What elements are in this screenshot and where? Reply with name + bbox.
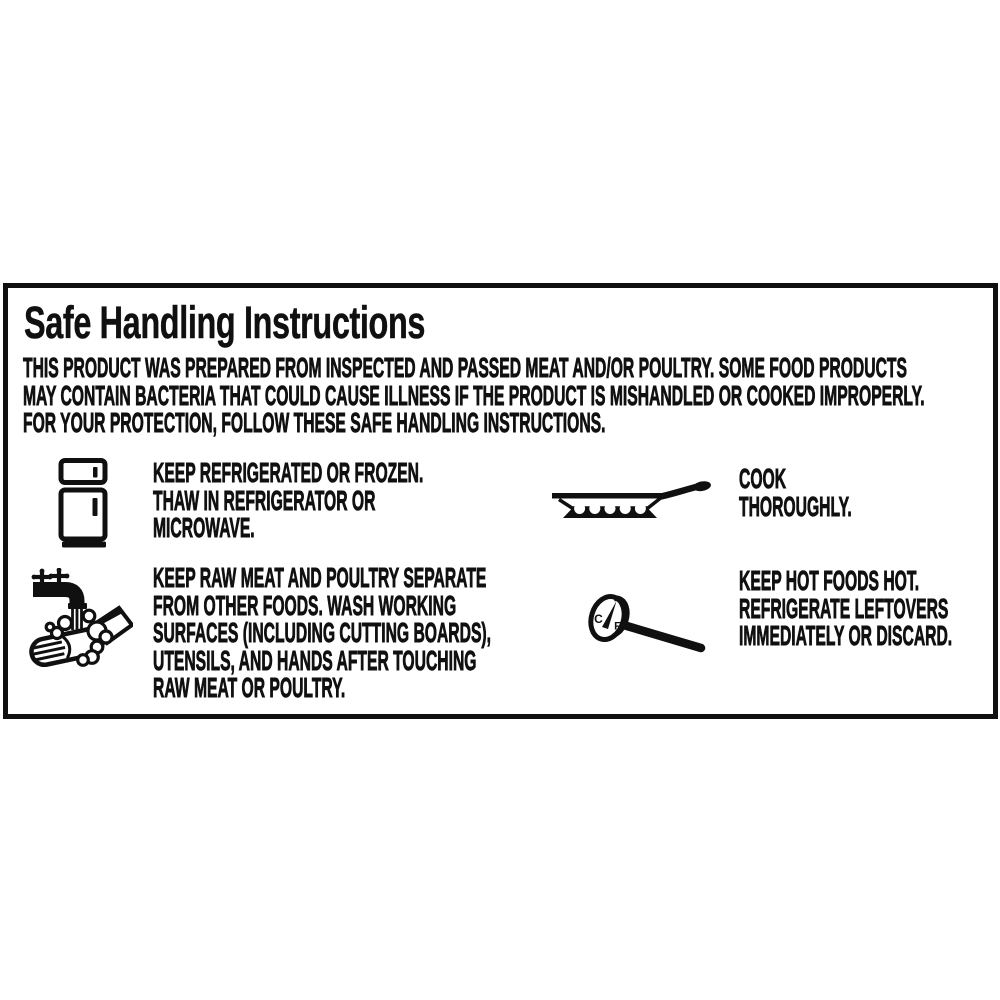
meat-thermometer-icon xyxy=(588,591,708,657)
safe-handling-label xyxy=(3,283,998,719)
instruction-line: MICROWAVE. xyxy=(153,512,255,544)
instruction-line: KEEP RAW MEAT AND POULTRY SEPARATE xyxy=(153,562,487,593)
intro-line: MAY CONTAIN BACTERIA THAT COULD CAUSE ILLNESS IF THE PRODUCT IS MISHANDLED OR COOKED IMPROPERLY. xyxy=(23,379,925,411)
instruction-text-leftovers xyxy=(739,567,952,650)
intro-line: FOR YOUR PROTECTION, FOLLOW THESE SAFE HANDLING INSTRUCTIONS. xyxy=(23,407,606,439)
wash-hands-icon xyxy=(27,568,133,668)
dial-letter-c: C xyxy=(594,612,603,626)
label-content xyxy=(8,288,993,714)
instruction-text-separate xyxy=(153,564,491,702)
refrigerator-icon xyxy=(58,458,110,548)
instruction-line: SURFACES (INCLUDING CUTTING BOARDS), xyxy=(153,617,491,649)
intro-line: THIS PRODUCT WAS PREPARED FROM INSPECTED AND PASSED MEAT AND/OR POULTRY. SOME FOOD PRODUCTS xyxy=(23,352,907,383)
instruction-line: KEEP REFRIGERATED OR FROZEN. xyxy=(153,457,424,488)
instruction-line: FROM OTHER FOODS. WASH WORKING xyxy=(153,589,457,621)
instruction-line: THOROUGHLY. xyxy=(739,490,852,522)
instruction-line: IMMEDIATELY OR DISCARD. xyxy=(739,620,953,652)
instruction-text-refrigerate xyxy=(153,459,423,542)
intro-paragraph xyxy=(23,354,925,437)
instruction-text-cook xyxy=(739,465,852,520)
instruction-line: KEEP HOT FOODS HOT. xyxy=(739,565,920,596)
instruction-line: RAW MEAT OR POULTRY. xyxy=(153,672,346,704)
instruction-line: REFRIGERATE LEFTOVERS xyxy=(739,592,949,624)
frying-pan-icon xyxy=(552,481,712,519)
instruction-line: UTENSILS, AND HANDS AFTER TOUCHING xyxy=(153,644,477,676)
instruction-line: COOK xyxy=(739,463,787,494)
dial-letter-f: F xyxy=(614,620,621,633)
label-title: Safe Handling Instructions xyxy=(24,297,426,348)
instruction-line: THAW IN REFRIGERATOR OR xyxy=(153,484,376,516)
